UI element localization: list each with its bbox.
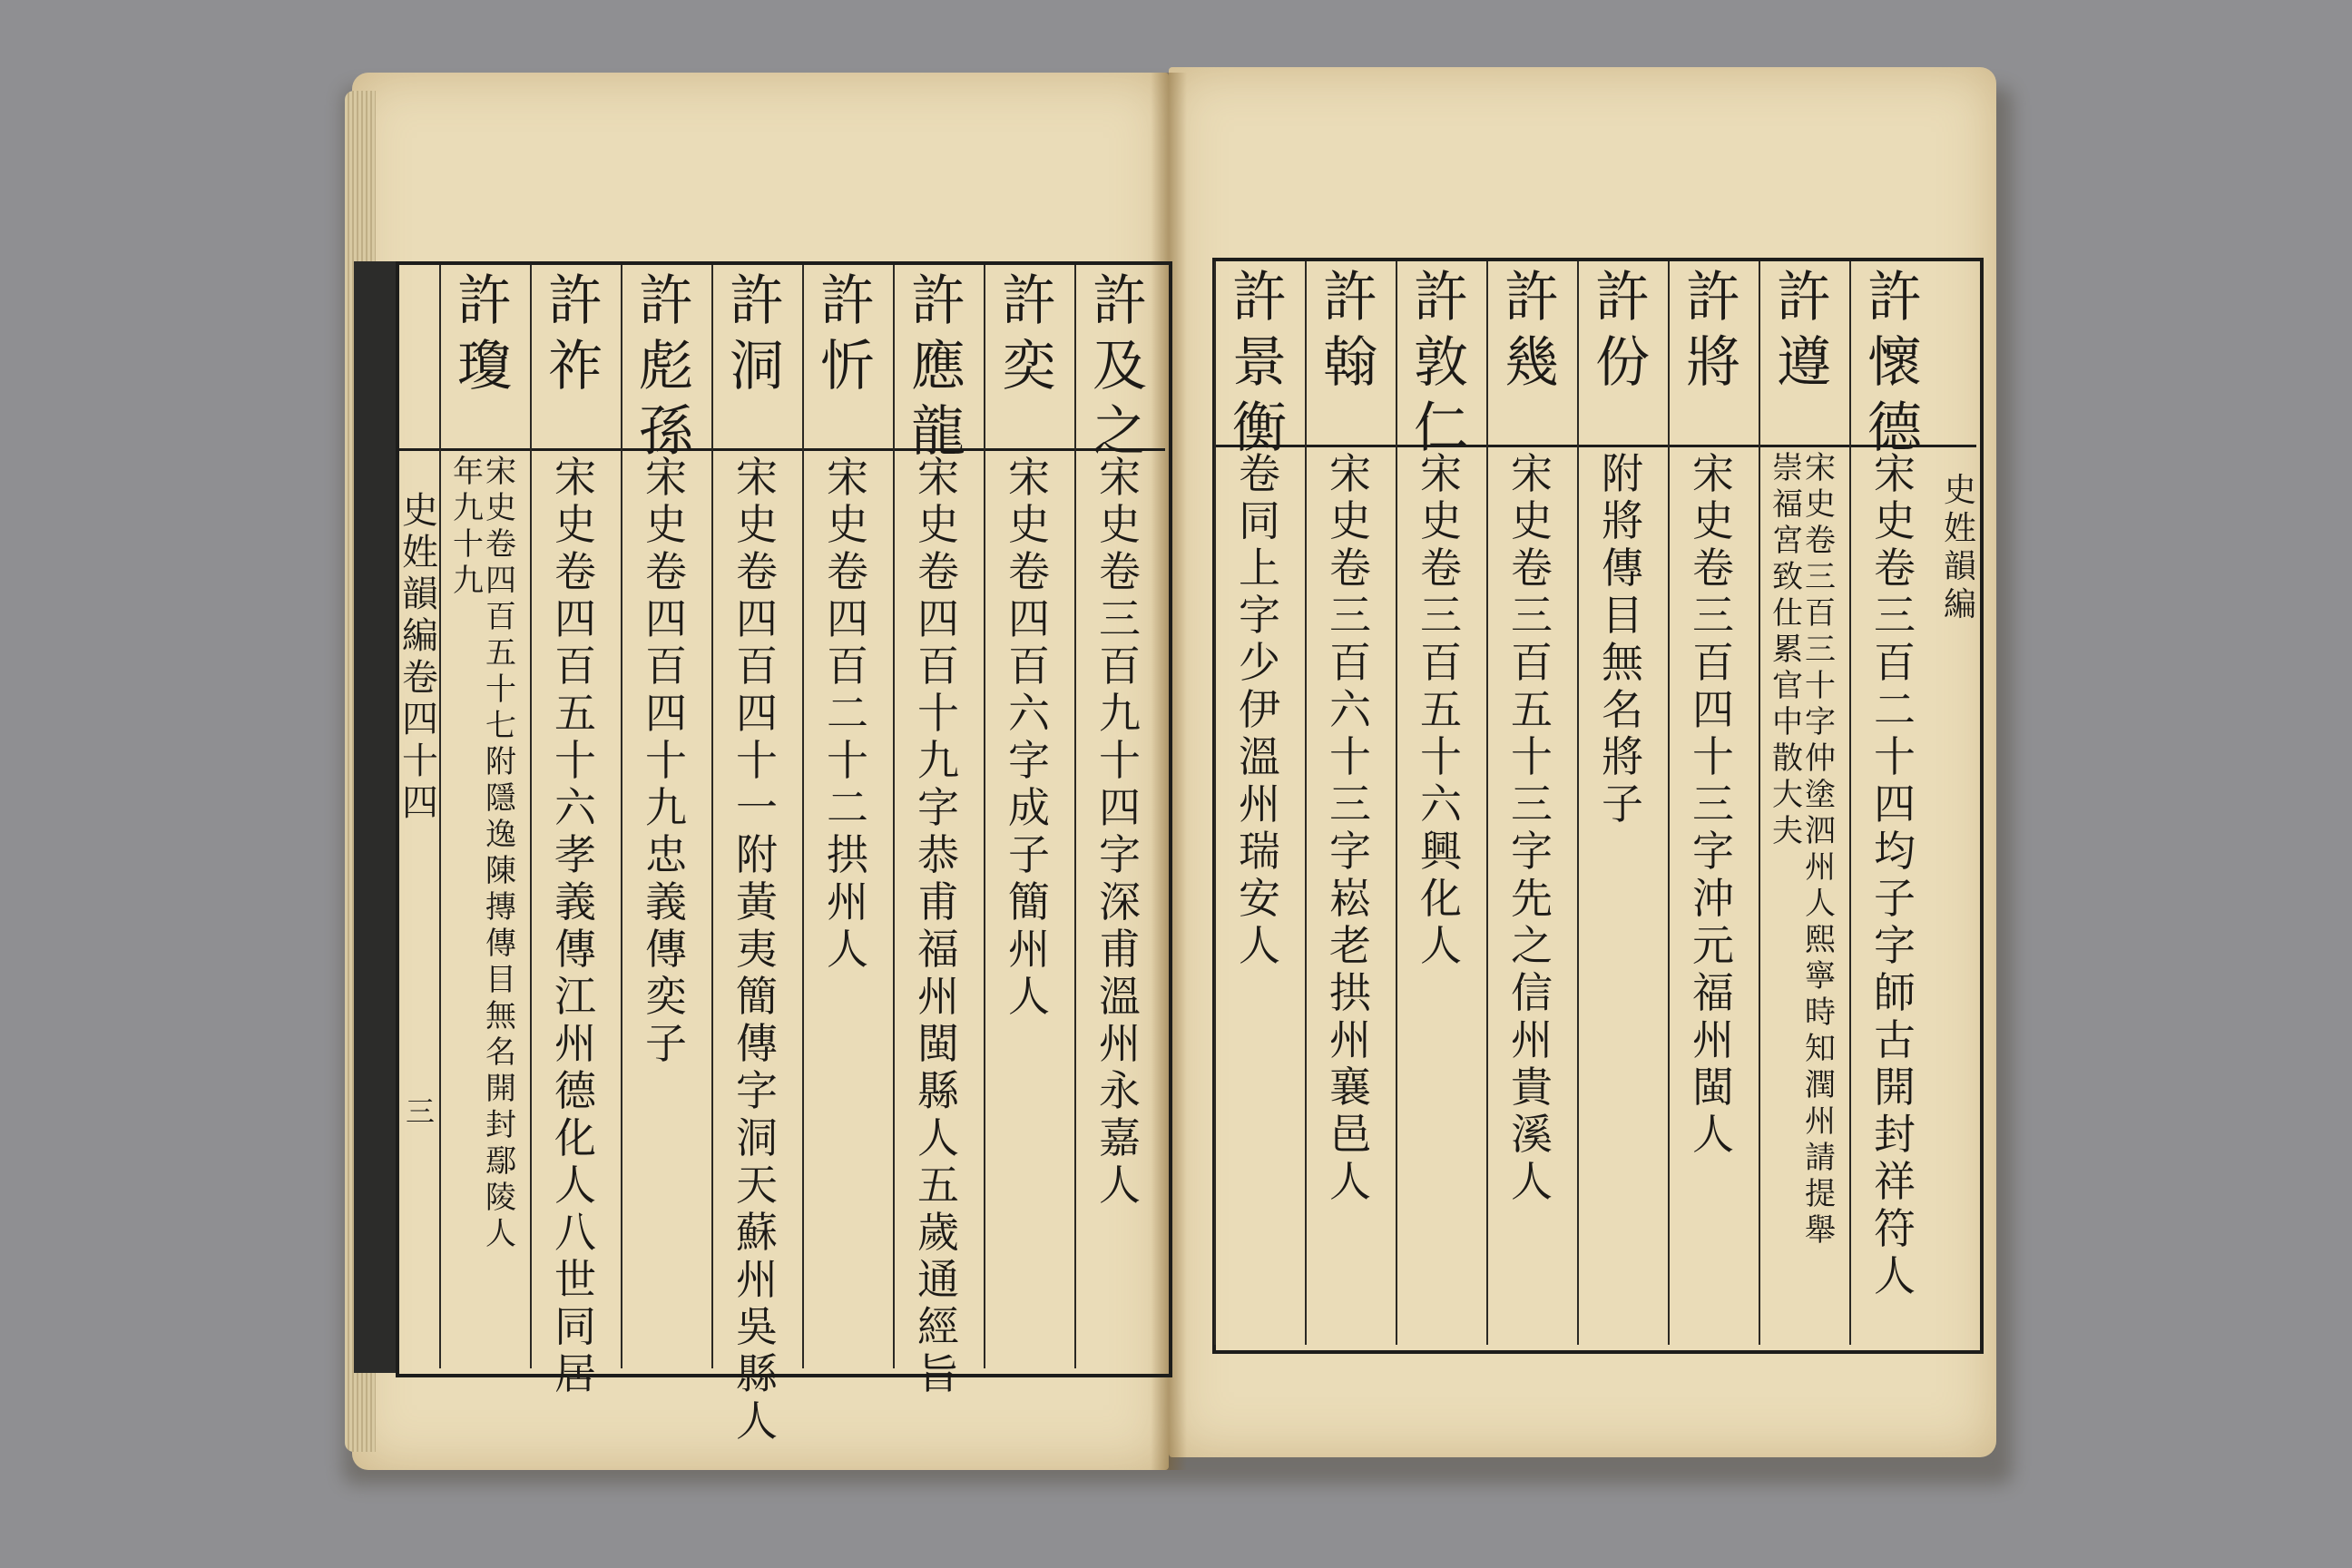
right-entry-column	[1488, 265, 1575, 1205]
entry-text: 宋 史 卷 三 百 四 十 三 字 沖 元 福 州 閩 人	[1692, 449, 1734, 1159]
entry-text: 宋 史 卷 四 百 十 九 字 恭 甫 福 州 閩 縣 人 五 歲 通 經 旨	[917, 453, 959, 1398]
entry-text: 宋 史 卷 四 百 四 十 一 附 黃 夷 簡 傳 字 洞 天 蘇 州 吳 縣 人	[736, 453, 778, 1446]
left-entry-column	[622, 269, 710, 1067]
entry-name: 許 份	[1595, 266, 1650, 395]
entry-text: 宋 史 卷 四 百 二 十 二 拱 州 人	[827, 453, 868, 974]
entry-text: 宋 史 卷 三 百 九 十 四 字 深 甫 溫 州 永 嘉 人	[1099, 453, 1141, 1210]
right-entry-column	[1216, 265, 1303, 969]
entry-name: 許 遵	[1777, 266, 1831, 395]
entry-name: 許 彪 孫	[639, 270, 693, 464]
entry-name: 許 敦 仁	[1414, 266, 1468, 460]
entry-name: 許 奕	[1002, 270, 1056, 398]
entry-name: 許 景 衡	[1232, 266, 1287, 460]
entry-text: 宋 史 卷 三 百 六 十 三 字 崧 老 拱 州 襄 邑 人	[1329, 449, 1371, 1206]
entry-text: 宋 史 卷 四 百 六 字 成 子 簡 州 人	[1008, 453, 1050, 1021]
left-entry-column	[1076, 269, 1163, 1209]
left-entry-column	[713, 269, 800, 1445]
entry-name: 許 瓊	[457, 270, 512, 398]
entry-text: 附 將 傳 目 無 名 將 子	[1602, 449, 1643, 828]
entry-name: 許 將	[1686, 266, 1740, 395]
right-entry-column	[1307, 265, 1394, 1205]
entry-name: 許 及 之	[1093, 270, 1147, 464]
left-entry-column	[441, 269, 528, 1252]
right-entry-column	[1851, 265, 1938, 1299]
entry-name: 許 翰	[1323, 266, 1377, 395]
entry-name: 許 懷 德	[1867, 266, 1922, 460]
entry-text: 宋 史 卷 四 百 四 十 九 忠 義 傳 奕 子	[645, 453, 687, 1068]
entry-text: 宋 史 卷 四 百 五 十 六 孝 義 傳 江 州 德 化 人 八 世 同 居	[554, 453, 596, 1398]
entry-text: 宋 史 卷 四 百 五 十 七 附 隱 逸 陳 摶 傳 目 無 名 開 封 鄢 陵 人 年 九 十 九	[453, 454, 516, 1252]
right-entry-column	[1670, 265, 1757, 1158]
entry-text: 卷 同 上 字 少 伊 溫 州 瑞 安 人	[1239, 449, 1280, 970]
left-entry-column	[895, 269, 982, 1397]
page-number: 三	[405, 1094, 435, 1129]
left-margin-strip	[354, 261, 399, 1373]
entry-text: 宋 史 卷 三 百 三 十 字 仲 塗 泗 州 人 熙 寧 時 知 潤 州 請 提 舉 崇 福 宮 致 仕 累 官 中 散 大 夫	[1772, 450, 1836, 1249]
entry-text: 宋 史 卷 三 百 五 十 三 字 先 之 信 州 貴 溪 人	[1511, 449, 1553, 1206]
right-entry-column	[1760, 265, 1847, 1249]
entry-text: 宋 史 卷 三 百 二 十 四 均 子 字 師 古 開 封 祥 符 人	[1874, 449, 1916, 1300]
entry-name: 許 洞	[730, 270, 784, 398]
right-entry-column	[1397, 265, 1485, 969]
entry-name: 許 祚	[548, 270, 603, 398]
left-entry-column	[985, 269, 1073, 1020]
left-entry-column	[532, 269, 619, 1397]
right-entry-column	[1579, 265, 1666, 828]
fold-title: 史 姓 韻 編	[1943, 472, 1976, 623]
margin-title: 史 姓 韻 編 卷 四 十 四	[402, 490, 438, 824]
entry-name: 許 忻	[820, 270, 875, 398]
left-entry-column	[804, 269, 891, 973]
entry-name: 許 應 龍	[911, 270, 965, 464]
entry-name: 許 幾	[1504, 266, 1559, 395]
entry-text: 宋 史 卷 三 百 五 十 六 興 化 人	[1420, 449, 1462, 970]
